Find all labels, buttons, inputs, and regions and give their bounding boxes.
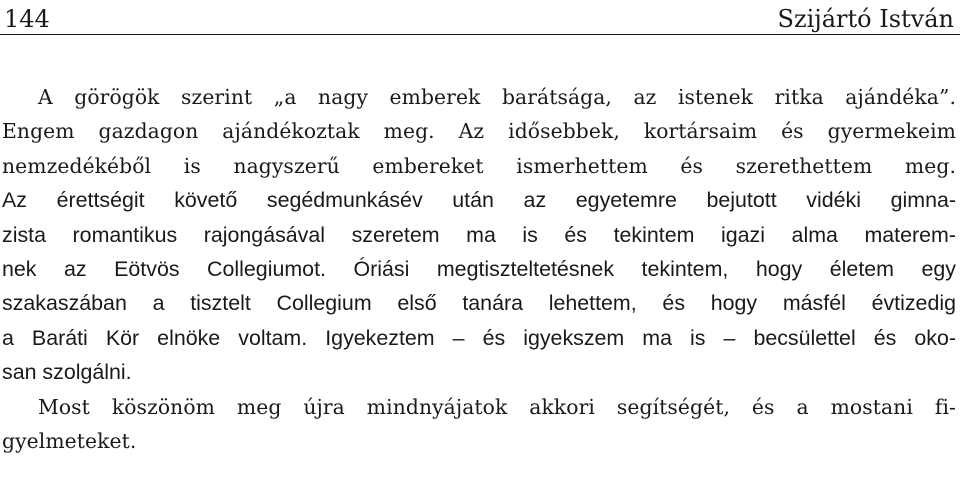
paragraph-line: Engem gazdagon ajándékoztak meg. Az idősebbek, kortársaim és gyermekeim (2, 119, 956, 144)
paragraph-line: Az érettségit követő segédmunkásév után az egyetemre bejutott vidéki gimna- (2, 188, 956, 213)
paragraph-line: zista romantikus rajongásával szeretem ma is és tekintem igazi alma materem- (2, 222, 956, 247)
page-number: 144 (4, 5, 50, 33)
paragraph-line: a Baráti Kör elnöke voltam. Igyekeztem – és igyekszem ma is – becsülettel és oko- (2, 325, 956, 350)
paragraph-line: Most köszönöm meg újra mindnyájatok akkori segítségét, és a mostani fi- (38, 394, 956, 419)
running-title: Szijártó István (777, 5, 954, 33)
paragraph-line: san szolgálni. (2, 360, 132, 385)
paragraph-line: szakaszában a tisztelt Collegium első tanára lehettem, és hogy másfél évtizedig (2, 291, 956, 316)
running-head (4, 0, 954, 34)
page-body (2, 80, 956, 458)
paragraph-line: nek az Eötvös Collegiumot. Óriási megtiszteltetésnek tekintem, hogy életem egy (2, 256, 956, 281)
paragraph-line: A görögök szerint „a nagy emberek barátsága, az istenek ritka ajándéka”. (38, 85, 956, 109)
header-rule (0, 34, 960, 35)
paragraph-line: nemzedékéből is nagyszerű embereket ismerhettem és szerethettem meg. (2, 153, 956, 178)
paragraph-line: gyelmeteket. (2, 428, 137, 453)
